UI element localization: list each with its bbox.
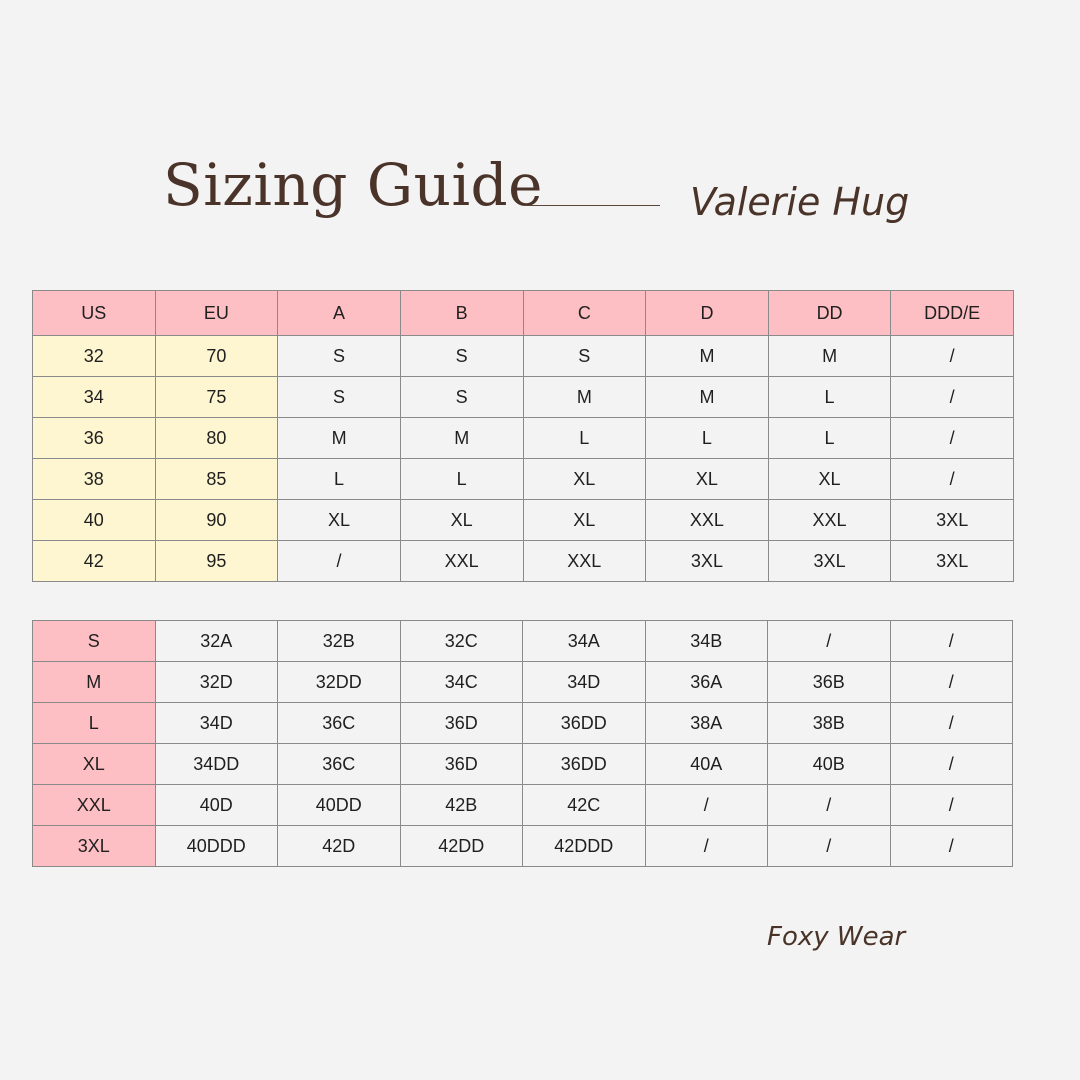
table-cell: 40A [645,744,768,785]
header-cell: DD [768,291,891,336]
band-cell: 36 [33,418,156,459]
header-cell: A [278,291,401,336]
table-cell: / [645,826,768,867]
header-cell: D [646,291,769,336]
table-cell: XXL [646,500,769,541]
table-row [33,500,1014,541]
brand-name: Foxy Wear [767,922,906,952]
table-cell: XXL [523,541,646,582]
table-row [33,621,1013,662]
table-cell: M [646,377,769,418]
band-cell: 40 [33,500,156,541]
band-cell: 95 [155,541,278,582]
table-cell: L [400,459,523,500]
table-cell: 3XL [891,500,1014,541]
table-cell: / [890,744,1013,785]
table-cell: / [768,785,891,826]
table-cell: / [768,826,891,867]
band-cell: 90 [155,500,278,541]
table-cell: S [400,377,523,418]
header-cell: DDD/E [891,291,1014,336]
band-cell: 70 [155,336,278,377]
row-header-cell: XL [33,744,156,785]
table-cell: M [768,336,891,377]
table-cell: M [278,418,401,459]
row-header-cell: M [33,662,156,703]
table-cell: 32B [278,621,401,662]
header-cell: B [400,291,523,336]
table-cell: / [891,336,1014,377]
table-row [33,785,1013,826]
table-row [33,826,1013,867]
table-cell: / [890,703,1013,744]
table-cell: M [523,377,646,418]
table-cell: XL [523,500,646,541]
size-chart-table [32,290,1014,582]
table-cell: S [523,336,646,377]
row-header-cell: 3XL [33,826,156,867]
header-cell: US [33,291,156,336]
table-cell: 34A [523,621,646,662]
table-cell: 32D [155,662,278,703]
table-cell: L [523,418,646,459]
table-cell: 42DDD [523,826,646,867]
table-cell: 32C [400,621,523,662]
table-cell: S [278,377,401,418]
table-cell: / [768,621,891,662]
row-header-cell: XXL [33,785,156,826]
table-cell: / [645,785,768,826]
table-cell: L [646,418,769,459]
table-cell: / [891,459,1014,500]
band-cell: 32 [33,336,156,377]
table-cell: 38B [768,703,891,744]
table-cell: / [278,541,401,582]
table-cell: / [891,418,1014,459]
table-row [33,662,1013,703]
table-cell: 36DD [523,744,646,785]
table-cell: XL [523,459,646,500]
table-cell: 34D [155,703,278,744]
table-cell: XL [400,500,523,541]
table-cell: 36D [400,744,523,785]
table-cell: 36B [768,662,891,703]
table-row [33,744,1013,785]
table-cell: 40B [768,744,891,785]
table-cell: 34C [400,662,523,703]
table-header-row [33,291,1014,336]
table-cell: 36D [400,703,523,744]
table-cell: 3XL [646,541,769,582]
table-row [33,459,1014,500]
table-cell: S [400,336,523,377]
table-cell: 42C [523,785,646,826]
page-title: Sizing Guide [163,151,543,219]
table-cell: 34D [523,662,646,703]
table-cell: L [768,418,891,459]
band-cell: 80 [155,418,278,459]
table-cell: 34B [645,621,768,662]
table-cell: 38A [645,703,768,744]
table-row [33,541,1014,582]
table-cell: 42D [278,826,401,867]
table-row [33,418,1014,459]
size-conversion-table [32,620,1013,867]
table-cell: XL [768,459,891,500]
header-cell: C [523,291,646,336]
table-cell: XL [278,500,401,541]
table-cell: / [890,662,1013,703]
table-cell: 42DD [400,826,523,867]
title-divider [524,205,660,206]
table-cell: 40DD [278,785,401,826]
table-cell: S [278,336,401,377]
table-cell: 32DD [278,662,401,703]
band-cell: 38 [33,459,156,500]
header-cell: EU [155,291,278,336]
table-cell: 42B [400,785,523,826]
table-row [33,703,1013,744]
row-header-cell: S [33,621,156,662]
table-cell: / [890,621,1013,662]
table-cell: XL [646,459,769,500]
table-cell: / [891,377,1014,418]
table-cell: M [646,336,769,377]
band-cell: 42 [33,541,156,582]
table-cell: 36DD [523,703,646,744]
table-cell: 36A [645,662,768,703]
band-cell: 85 [155,459,278,500]
table-cell: 36C [278,703,401,744]
table-cell: L [278,459,401,500]
table-row [33,336,1014,377]
table-cell: 40DDD [155,826,278,867]
table-row [33,377,1014,418]
table-cell: 34DD [155,744,278,785]
product-name: Valerie Hug [690,180,910,224]
table-cell: 3XL [891,541,1014,582]
table-cell: 40D [155,785,278,826]
table-cell: 36C [278,744,401,785]
band-cell: 75 [155,377,278,418]
table-cell: 32A [155,621,278,662]
table-cell: M [400,418,523,459]
table-cell: XXL [400,541,523,582]
table-cell: 3XL [768,541,891,582]
table-cell: / [890,785,1013,826]
table-cell: XXL [768,500,891,541]
row-header-cell: L [33,703,156,744]
band-cell: 34 [33,377,156,418]
table-cell: / [890,826,1013,867]
table-cell: L [768,377,891,418]
